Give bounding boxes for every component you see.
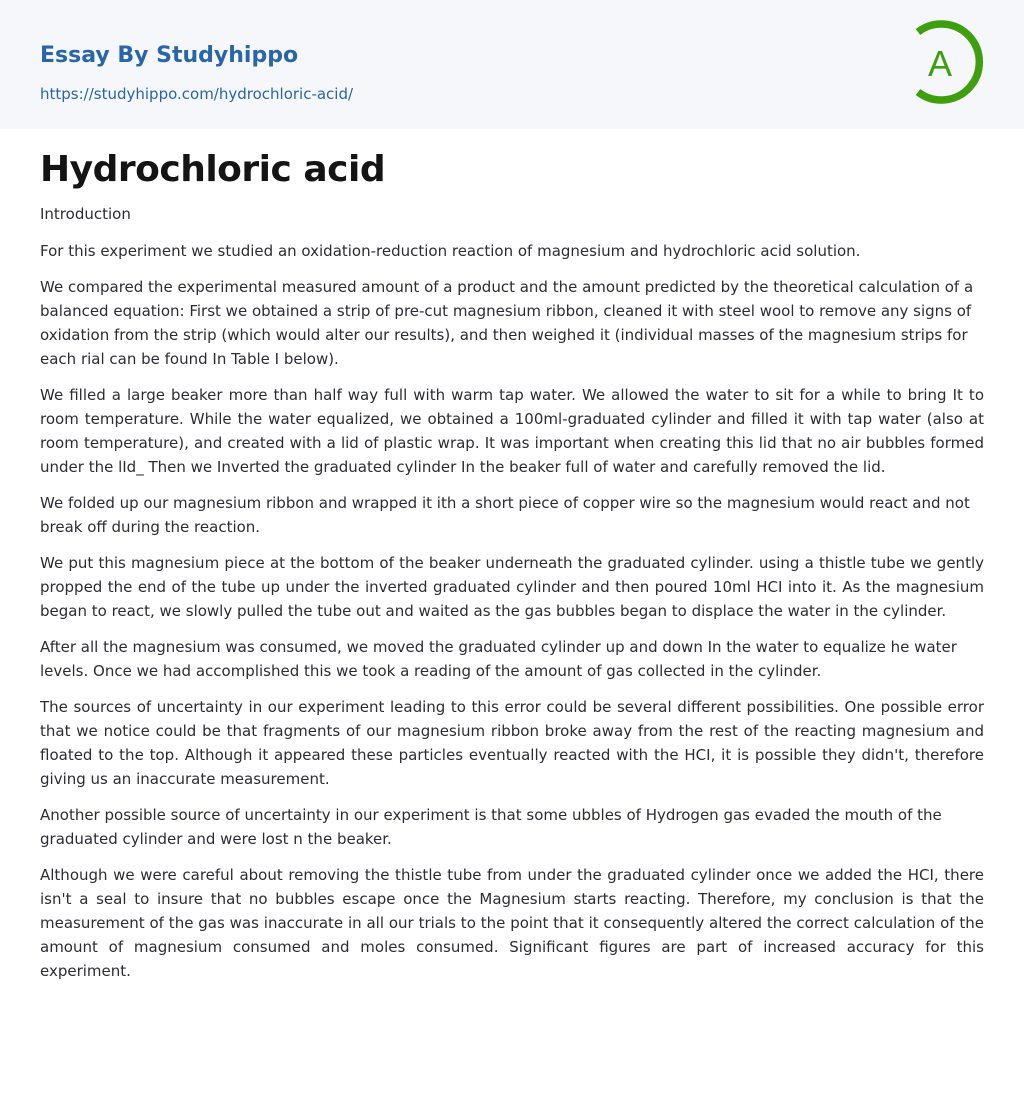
paragraph-4: We folded up our magnesium ribbon and wrapped it ith a short piece of copper wire so the magnesium would react and not break off during the reaction. xyxy=(40,494,970,536)
paragraph-3: We filled a large beaker more than half way full with warm tap water. We allowed the water to sit for a while to bring It to room temperature. While the water equalized, we obtained a 100ml-graduated cylinder and filled it with tap water (also at room temperature), and created with a lid of plastic wrap. It was important when creating this lid that no air bubbles formed under the lId_ Then we Inverted the graduated cylinder In the beaker full of water and carefully removed the lid. xyxy=(40,386,984,476)
paragraph-8: Another possible source of uncertainty in our experiment is that some ubbles of Hydrogen gas evaded the mouth of the graduated cylinder and were lost n the beaker. xyxy=(40,806,942,848)
article xyxy=(0,148,1024,983)
paragraph-5: We put this magnesium piece at the bottom of the beaker underneath the graduated cylinder. using a thistle tube we gently propped the end of the tube up under the inverted graduated cylinder and then poured 10ml HCI into it. As the magnesium began to react, we slowly pulled the tube out and waited as the gas bubbles began to displace the water in the cylinder. xyxy=(40,554,984,620)
source-url-link[interactable]: https://studyhippo.com/hydrochloric-acid/ xyxy=(40,85,354,103)
studyhippo-logo-icon[interactable] xyxy=(912,20,986,104)
paragraph-9: Although we were careful about removing the thistle tube from under the graduated cylinder once we added the HCI, there isn't a seal to insure that no bubbles escape once the Magnesium starts reacting. Therefore, my conclusion is that the measurement of the gas was inaccurate in all our trials to the point that it consequently altered the correct calculation of the amount of magnesium consumed and moles consumed. Significant figures are part of increased accuracy for this experiment. xyxy=(40,866,984,980)
paragraph-6: After all the magnesium was consumed, we moved the graduated cylinder up and down In the water to equalize he water levels. Once we had accomplished this we took a reading of the amount of gas collected in the cylinder. xyxy=(40,638,957,680)
paragraph-2: We compared the experimental measured amount of a product and the amount predicted by the theoretical calculation of a balanced equation: First we obtained a strip of pre-cut magnesium ribbon, cleaned it with steel wool to remove any signs of oxidation from the strip (which would alter our results), and then weighed it (individual masses of the magnesium strips for each rial can be found In Table I below). xyxy=(40,278,974,368)
page-title: Hydrochloric acid xyxy=(40,149,386,190)
section-label-introduction: Introduction xyxy=(40,205,131,223)
paragraph-7: The sources of uncertainty in our experiment leading to this error could be several different possibilities. One possible error that we notice could be that fragments of our magnesium ribbon broke away from the rest of the reacting magnesium and floated to the top. Although it appeared these particles eventually reacted with the HCI, it is possible they didn't, therefore giving us an inaccurate measurement. xyxy=(40,698,984,788)
paragraph-1: For this experiment we studied an oxidation-reduction reaction of magnesium and hydrochloric acid solution. xyxy=(40,242,861,260)
brand-title: Essay By Studyhippo xyxy=(40,43,299,68)
site-header xyxy=(0,0,1024,129)
logo-letter: A xyxy=(927,43,953,84)
